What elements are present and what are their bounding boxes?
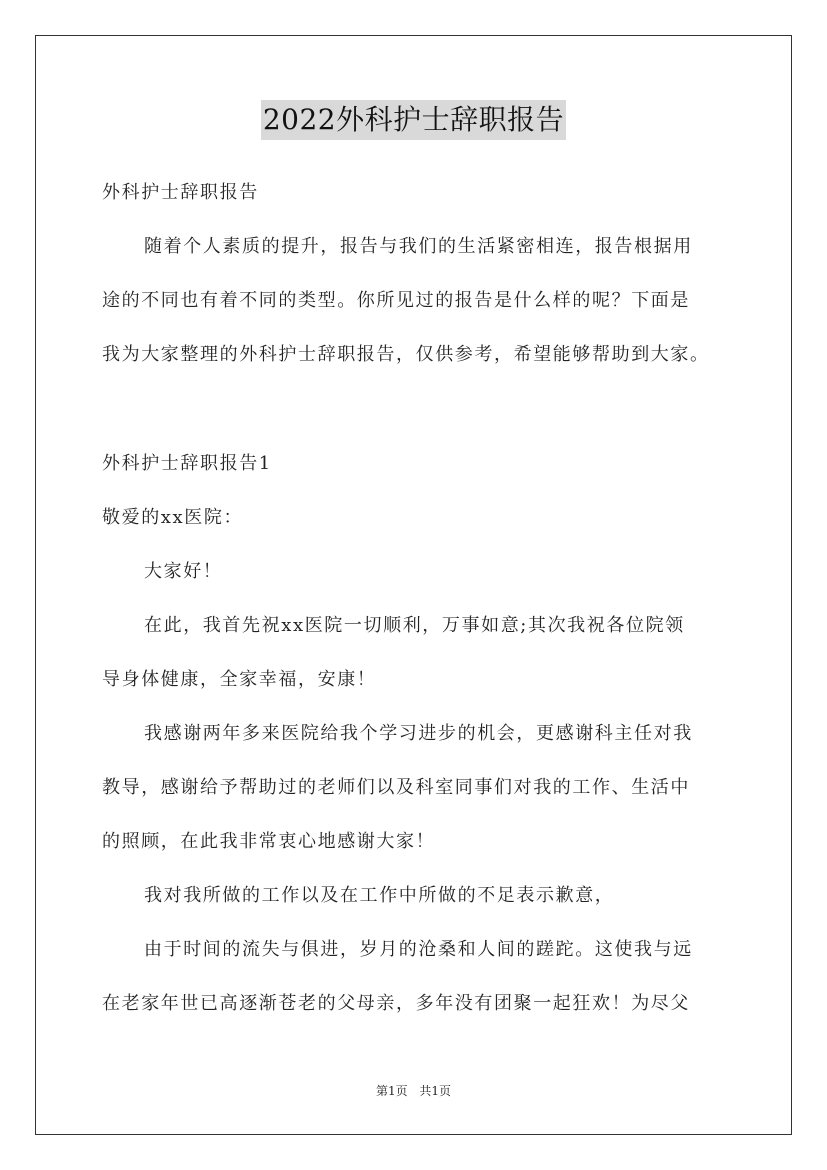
intro-line-1: 随着个人素质的提升，报告与我们的生活紧密相连，报告根据用	[144, 236, 693, 257]
document-subtitle: 外科护士辞职报告	[102, 182, 259, 203]
title-container	[0, 100, 827, 140]
section-heading: 外科护士辞职报告1	[102, 453, 272, 474]
page-footer	[0, 1082, 827, 1099]
para3-line-1: 我对我所做的工作以及在工作中所做的不足表示歉意，	[144, 885, 615, 906]
document-title: 2022外科护士辞职报告	[261, 100, 566, 140]
para2-line-1: 我感谢两年多来医院给我个学习进步的机会，更感谢科主任对我	[144, 723, 693, 744]
intro-line-3: 我为大家整理的外科护士辞职报告，仅供参考，希望能够帮助到大家。	[102, 344, 710, 365]
para4-line-2: 在老家年世已高逐渐苍老的父母亲，多年没有团聚一起狂欢！为尽父	[102, 993, 690, 1014]
para1-line-2: 导身体健康，全家幸福，安康！	[102, 669, 377, 690]
para4-line-1: 由于时间的流失与俱进，岁月的沧桑和人间的蹉跎。这使我与远	[144, 939, 693, 960]
page-total: 共1页	[419, 1084, 452, 1098]
para1-line-1: 在此，我首先祝xx医院一切顺利，万事如意;其次我祝各位院领	[144, 615, 685, 636]
greeting: 大家好！	[144, 561, 223, 582]
para2-line-3: 的照顾，在此我非常衷心地感谢大家！	[102, 831, 436, 852]
page-number: 第1页	[375, 1084, 408, 1098]
intro-line-2: 途的不同也有着不同的类型。你所见过的报告是什么样的呢？下面是	[102, 290, 690, 311]
para2-line-2: 教导，感谢给予帮助过的老师们以及科室同事们对我的工作、生活中	[102, 777, 690, 798]
salutation: 敬爱的xx医院：	[102, 507, 244, 528]
